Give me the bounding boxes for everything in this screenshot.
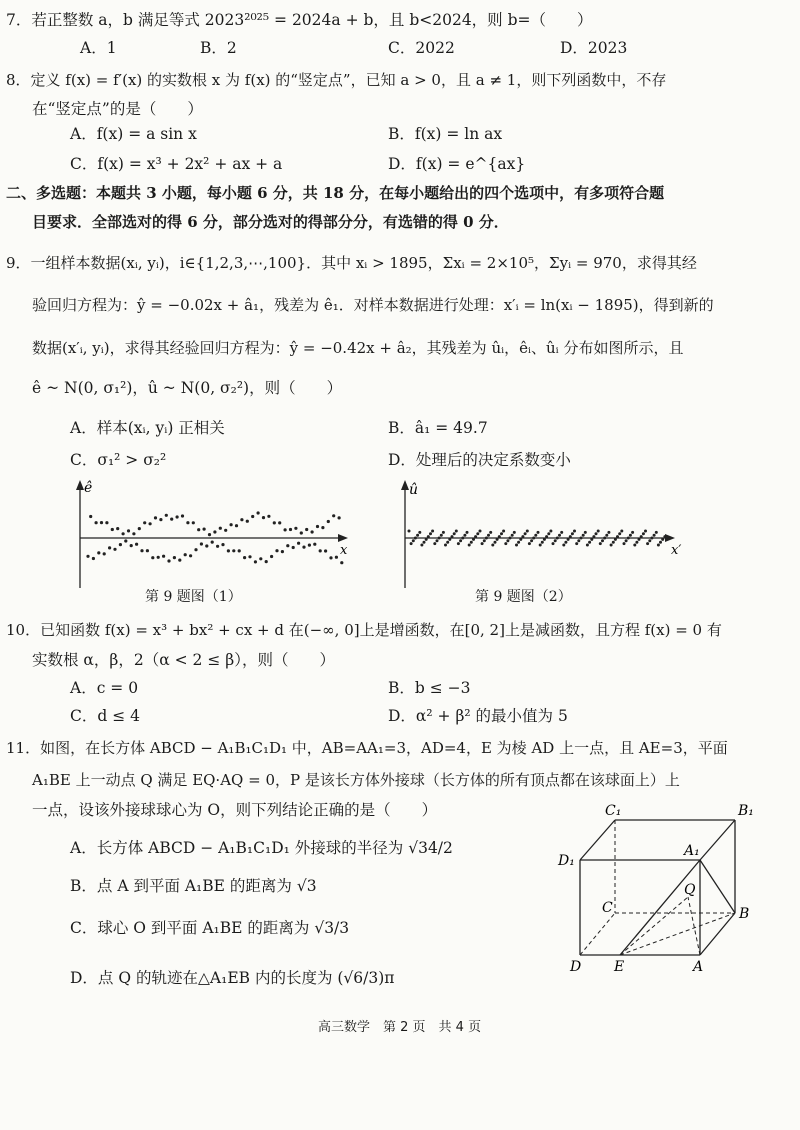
residual-point	[657, 544, 660, 547]
label-B: B	[739, 906, 750, 922]
residual-point	[509, 537, 512, 540]
q10-line2: 实数根 α，β，2（α < 2 ≤ β），则（ ）	[32, 651, 335, 669]
residual-point	[646, 542, 649, 545]
residual-point	[414, 537, 417, 540]
q11-line1: 11．如图，在长方体 ABCD − A₁B₁C₁D₁ 中，AB=AA₁=3，AD=4，E 为棱 AD 上一点，且 AE=3，平面	[6, 739, 728, 757]
residual-point	[571, 532, 574, 535]
residual-point	[425, 538, 428, 541]
residual-point	[286, 544, 289, 547]
residual-point	[506, 539, 509, 542]
residual-point	[289, 528, 292, 531]
residual-point	[311, 530, 314, 533]
fig1-ylabel: ê	[84, 480, 93, 496]
q9-line4: ê ~ N(0, σ₁²)，û ~ N(0, σ₂²)，则（ ）	[32, 379, 343, 397]
residual-point	[610, 544, 613, 547]
q11-line2: A₁BE 上一动点 Q 满足 EQ·AQ = 0，P 是该长方体外接球（长方体的所有顶点都在该球面上）上	[32, 771, 680, 789]
residual-point	[130, 544, 133, 547]
residual-point	[230, 523, 233, 526]
residual-point	[86, 555, 89, 558]
q9-option-b: B．â₁ = 49.7	[388, 419, 488, 437]
residual-point	[481, 542, 484, 545]
residual-point	[526, 530, 529, 533]
residual-point	[655, 531, 658, 534]
q9-option-a: A．样本(xᵢ, yᵢ) 正相关	[70, 419, 225, 437]
residual-point	[468, 544, 471, 547]
residual-point	[605, 534, 608, 537]
residual-point	[221, 543, 224, 546]
residual-point	[208, 533, 211, 536]
q11-option-d: D．点 Q 的轨迹在△A₁EB 内的长度为 (√6/3)π	[70, 969, 395, 987]
segment-EQ	[620, 897, 688, 955]
label-D1: D₁	[558, 853, 575, 869]
residual-point	[483, 539, 486, 542]
residual-point	[262, 516, 265, 519]
q9-line3: 数据(x′ᵢ, yᵢ)，求得其经验回归方程为：ŷ = −0.42x + â₂，其残差为 ûᵢ，êᵢ、ûᵢ 分布如图所示，且	[32, 339, 684, 357]
residual-point	[213, 530, 216, 533]
residual-point	[238, 549, 241, 552]
q10-option-b: B．b ≤ −3	[388, 679, 471, 697]
residual-point	[586, 544, 589, 547]
label-E: E	[614, 959, 625, 975]
segment-A1B	[700, 860, 735, 913]
residual-point	[89, 515, 92, 518]
residual-point	[294, 527, 297, 530]
residual-point	[603, 537, 606, 540]
residual-point	[267, 515, 270, 518]
residual-point	[472, 538, 475, 541]
edge-A1B1	[700, 820, 735, 860]
residual-point	[159, 518, 162, 521]
residual-point	[461, 537, 464, 540]
residual-point	[127, 529, 130, 532]
q8-stem-line1: 8．定义 f(x) = f′(x) 的实数根 x 为 f(x) 的“竖定点”，已知 a > 0，且 a ≠ 1，则下列函数中，不存	[6, 71, 667, 89]
residual-point	[530, 539, 533, 542]
residual-point	[562, 544, 565, 547]
residual-point	[95, 521, 98, 524]
residual-point	[111, 528, 114, 531]
residual-point	[496, 538, 499, 541]
residual-point	[623, 542, 626, 545]
residual-point	[151, 556, 154, 559]
residual-point	[569, 535, 572, 538]
residual-point	[580, 537, 583, 540]
section2-heading-line2: 目要求．全部选对的得 6 分，部分选对的得部分分，有选错的得 0 分．	[32, 213, 509, 231]
q7-stem: 7．若正整数 a，b 满足等式 2023²⁰²⁵ = 2024a + b，且 b<2024，则 b=（ ）	[6, 11, 593, 29]
residual-point	[194, 548, 197, 551]
residual-point	[281, 550, 284, 553]
residual-point	[629, 534, 632, 537]
y-axis-arrow-icon	[76, 480, 84, 490]
residual-point	[275, 549, 278, 552]
x-axis-arrow-icon	[665, 534, 675, 542]
residual-point	[479, 530, 482, 533]
residual-point	[189, 554, 192, 557]
residual-point	[273, 521, 276, 524]
q7-option-d: D．2023	[560, 39, 628, 57]
residual-point	[149, 522, 152, 525]
residual-point	[305, 528, 308, 531]
residual-point	[659, 541, 662, 544]
residual-point	[420, 544, 423, 547]
residual-point	[313, 543, 316, 546]
residual-point	[297, 542, 300, 545]
residual-point	[459, 539, 462, 542]
residual-point	[592, 535, 595, 538]
label-C1: C₁	[605, 803, 622, 819]
residual-point	[625, 539, 628, 542]
label-D: D	[570, 959, 582, 975]
residual-point	[504, 542, 507, 545]
fig2-xlabel: x′	[671, 543, 682, 558]
residual-point	[661, 538, 664, 541]
residual-point	[519, 538, 522, 541]
residual-point	[500, 532, 503, 535]
residual-point	[614, 538, 617, 541]
residual-point	[178, 559, 181, 562]
residual-point	[582, 534, 585, 537]
residual-point	[552, 542, 555, 545]
residual-point	[100, 521, 103, 524]
residual-point	[203, 528, 206, 531]
residual-point	[300, 531, 303, 534]
residual-point	[254, 560, 257, 563]
residual-point	[491, 544, 494, 547]
residual-point	[545, 535, 548, 538]
residual-point	[132, 532, 135, 535]
residual-point	[595, 532, 598, 535]
residual-point	[638, 538, 641, 541]
label-C: C	[602, 900, 613, 916]
residual-point	[319, 549, 322, 552]
residual-point	[192, 521, 195, 524]
q9-option-d: D．处理后的决定系数变小	[388, 451, 571, 469]
fig2-caption: 第 9 题图（2）	[475, 589, 572, 605]
residual-point	[124, 539, 127, 542]
residual-point	[335, 556, 338, 559]
residual-point	[329, 556, 332, 559]
q11-option-a: A．长方体 ABCD − A₁B₁C₁D₁ 外接球的半径为 √34/2	[70, 839, 453, 857]
residual-point	[590, 538, 593, 541]
residual-point	[631, 531, 634, 534]
residual-point	[528, 542, 531, 545]
residual-point	[146, 549, 149, 552]
residual-point	[534, 534, 537, 537]
residual-point	[427, 535, 430, 538]
residual-point	[470, 541, 473, 544]
residual-point	[653, 534, 656, 537]
residual-point	[167, 559, 170, 562]
q8-option-b: B．f(x) = ln ax	[388, 125, 503, 143]
residual-point	[597, 530, 600, 533]
residual-point	[340, 561, 343, 564]
residual-point	[173, 556, 176, 559]
residual-point	[539, 544, 542, 547]
residual-point	[453, 532, 456, 535]
residual-point	[564, 541, 567, 544]
residual-point	[521, 535, 524, 538]
residual-point	[627, 537, 630, 540]
residual-point	[476, 532, 479, 535]
residual-point	[457, 542, 460, 545]
residual-point	[248, 555, 251, 558]
residual-point	[532, 537, 535, 540]
residual-point	[567, 538, 570, 541]
residual-point	[648, 539, 651, 542]
residual-point	[451, 535, 454, 538]
residual-point	[410, 542, 413, 545]
residual-point	[240, 518, 243, 521]
q9-figure-1	[60, 478, 360, 590]
label-B1: B₁	[738, 803, 754, 819]
residual-point	[103, 552, 106, 555]
residual-point	[143, 521, 146, 524]
q10-option-d: D．α² + β² 的最小值为 5	[388, 707, 568, 725]
residual-point	[442, 531, 445, 534]
residual-point	[588, 541, 591, 544]
residual-point	[162, 555, 165, 558]
residual-point	[584, 531, 587, 534]
residual-point	[633, 544, 636, 547]
residual-point	[119, 543, 122, 546]
residual-point	[616, 535, 619, 538]
residual-point	[423, 541, 426, 544]
residual-point	[211, 541, 214, 544]
residual-point	[513, 531, 516, 534]
residual-point	[573, 530, 576, 533]
residual-point	[541, 541, 544, 544]
q9-line1: 9．一组样本数据(xᵢ, yᵢ)，i∈{1,2,3,⋯,100}．其中 xᵢ > 1895，Σxᵢ = 2×10⁵，Σyᵢ = 970，求得其经	[6, 254, 697, 272]
label-A: A	[693, 959, 704, 975]
residual-point	[440, 534, 443, 537]
q10-line1: 10．已知函数 f(x) = x³ + bx² + cx + d 在(−∞, 0]上是增函数，在[0, 2]上是减函数，且方程 f(x) = 0 有	[6, 621, 722, 639]
q9-figure-2	[385, 478, 695, 590]
q8-option-d: D．f(x) = e^{ax}	[388, 155, 526, 173]
residual-point	[246, 520, 249, 523]
residual-point	[487, 534, 490, 537]
residual-point	[489, 531, 492, 534]
section2-heading-line1: 二、多选题：本题共 3 小题，每小题 6 分，共 18 分，在每小题给出的四个选项中，有多项符合题	[6, 184, 665, 202]
residual-point	[105, 521, 108, 524]
q8-stem-line2: 在“竖定点”的是（ ）	[32, 100, 203, 118]
residual-point	[302, 546, 305, 549]
residual-point	[517, 541, 520, 544]
residual-point	[265, 560, 268, 563]
residual-point	[515, 544, 518, 547]
residual-point	[650, 537, 653, 540]
y-axis-arrow-icon	[401, 480, 409, 490]
residual-point	[235, 524, 238, 527]
residual-point	[436, 539, 439, 542]
residual-point	[113, 548, 116, 551]
residual-point	[140, 549, 143, 552]
residual-point	[607, 531, 610, 534]
residual-point	[556, 537, 559, 540]
residual-point	[108, 546, 111, 549]
residual-point	[485, 537, 488, 540]
residual-point	[165, 514, 168, 517]
residual-point	[431, 530, 434, 533]
residual-point	[433, 542, 436, 545]
residual-point	[219, 527, 222, 530]
residual-point	[116, 527, 119, 530]
residual-point	[216, 545, 219, 548]
residual-point	[642, 532, 645, 535]
edge-DC-hidden	[580, 913, 615, 955]
residual-point	[418, 531, 421, 534]
residual-point	[577, 539, 580, 542]
residual-point	[316, 525, 319, 528]
residual-point	[92, 557, 95, 560]
q9-line2: 验回归方程为：ŷ = −0.02x + â₁，残差为 ê₁．对样本数据进行处理：x′ᵢ = ln(xᵢ − 1895)，得到新的	[32, 296, 714, 314]
residual-point	[640, 535, 643, 538]
residual-point	[601, 539, 604, 542]
residual-point	[429, 532, 432, 535]
q10-option-a: A．c = 0	[70, 679, 139, 697]
residual-point	[270, 555, 273, 558]
residual-point	[327, 520, 330, 523]
residual-point	[332, 514, 335, 517]
residual-point	[259, 557, 262, 560]
residual-point	[416, 534, 419, 537]
edge-D1C1	[580, 820, 615, 860]
fig1-caption: 第 9 题图（1）	[145, 589, 242, 605]
residual-point	[292, 546, 295, 549]
residual-point	[635, 541, 638, 544]
residual-point	[224, 529, 227, 532]
residual-point	[474, 535, 477, 538]
residual-point	[558, 534, 561, 537]
residual-point	[243, 556, 246, 559]
residual-point	[197, 528, 200, 531]
residual-point	[181, 514, 184, 517]
residual-point	[257, 511, 260, 514]
residual-point	[494, 541, 497, 544]
residual-point	[466, 531, 469, 534]
segment-AQ	[688, 897, 700, 955]
residual-point	[176, 515, 179, 518]
residual-point	[644, 530, 647, 533]
residual-point	[97, 551, 100, 554]
q8-option-a: A．f(x) = a sin x	[70, 125, 197, 143]
residual-point	[448, 538, 451, 541]
residual-point	[463, 534, 466, 537]
x-axis-arrow-icon	[338, 534, 348, 542]
residual-point	[324, 549, 327, 552]
residual-point	[251, 515, 254, 518]
residual-point	[408, 530, 411, 533]
residual-point	[620, 530, 623, 533]
edge-AB	[700, 913, 735, 955]
q9-option-c: C．σ₁² > σ₂²	[70, 451, 167, 469]
q11-option-b: B．点 A 到平面 A₁BE 的距离为 √3	[70, 877, 317, 895]
residual-point	[154, 516, 157, 519]
q7-option-b: B．2	[200, 39, 237, 57]
fig1-xlabel: x	[340, 543, 348, 558]
residual-point	[455, 530, 458, 533]
residual-point	[502, 530, 505, 533]
page-footer: 高三数学 第 2 页 共 4 页	[318, 1020, 482, 1035]
residual-point	[157, 556, 160, 559]
residual-point	[511, 534, 514, 537]
residual-point	[444, 544, 447, 547]
residual-point	[438, 537, 441, 540]
q10-option-c: C．d ≤ 4	[70, 707, 140, 725]
label-A1: A₁	[684, 843, 700, 859]
residual-point	[278, 521, 281, 524]
residual-point	[205, 544, 208, 547]
residual-point	[618, 532, 621, 535]
residual-point	[412, 539, 415, 542]
residual-point	[554, 539, 557, 542]
residual-point	[547, 532, 550, 535]
fig2-ylabel: û	[409, 482, 419, 498]
residual-point	[549, 530, 552, 533]
residual-point	[498, 535, 501, 538]
residual-point	[537, 531, 540, 534]
residual-point	[338, 516, 341, 519]
residual-point	[560, 531, 563, 534]
residual-point	[612, 541, 615, 544]
residual-point	[186, 521, 189, 524]
residual-point	[308, 544, 311, 547]
residual-point	[170, 518, 173, 521]
q11-option-c: C．球心 O 到平面 A₁BE 的距离为 √3/3	[70, 919, 350, 937]
q11-cuboid-figure	[550, 795, 770, 975]
residual-point	[663, 535, 666, 538]
label-Q: Q	[684, 882, 696, 898]
residual-point	[543, 538, 546, 541]
q7-option-c: C．2022	[388, 39, 455, 57]
q8-option-c: C．f(x) = x³ + 2x² + ax + a	[70, 155, 283, 173]
residual-point	[446, 541, 449, 544]
q7-option-a: A．1	[80, 39, 117, 57]
residual-point	[135, 543, 138, 546]
residual-point	[599, 542, 602, 545]
residual-point	[284, 528, 287, 531]
residual-point	[524, 532, 527, 535]
residual-point	[227, 549, 230, 552]
residual-point	[122, 532, 125, 535]
residual-point	[138, 527, 141, 530]
residual-point	[184, 553, 187, 556]
residual-point	[232, 549, 235, 552]
q11-line3: 一点，设该外接球球心为 O，则下列结论正确的是（ ）	[32, 801, 438, 819]
residual-point	[200, 542, 203, 545]
residual-point	[575, 542, 578, 545]
residual-point	[321, 526, 324, 529]
